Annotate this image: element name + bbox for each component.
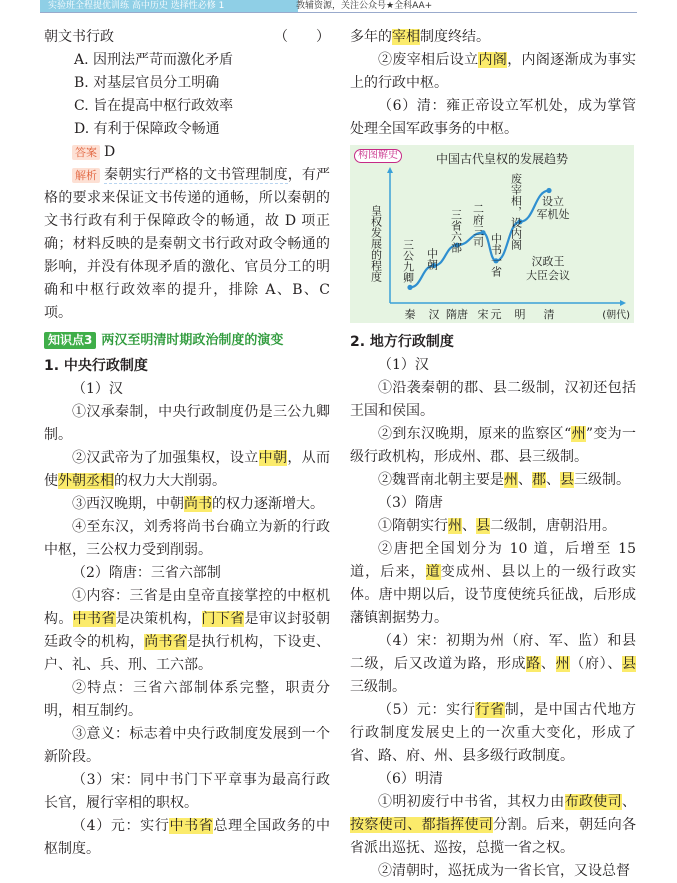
left-column	[44, 26, 330, 861]
local-qing-2: ②清朝时，巡抚成为一省长官，又设总督	[378, 863, 630, 879]
suitang-point-1: ①内容：三省是由皇帝直接掌控的中枢机构。中书省是决策机构，门下省是审议封驳朝廷政令的机构，尚书省是执行机构，下设吏、户、礼、兵、刑、工六部。	[44, 588, 331, 673]
ming-point-2: ②废宰相后设立内阁，内阁逐渐成为事实上的行政中枢。	[350, 52, 637, 91]
analysis-tag: 解析	[72, 168, 100, 183]
x-axis-arrow	[620, 300, 626, 306]
option-b: B. 对基层官员分工明确	[74, 75, 220, 91]
local-sub-suitang: （3）隋唐	[378, 495, 443, 511]
annotation-6b: 大臣会议	[526, 269, 570, 282]
han-point-3: ③西汉晚期，中朝尚书的权力逐渐增大。	[72, 496, 324, 512]
annotation-7a: 设立	[542, 195, 564, 208]
knowledge-point-heading	[44, 329, 330, 352]
x-tick-label: 明	[514, 308, 526, 321]
han-point-2: ②汉武帝为了加强集权，设立中朝，从而使外朝丞相的权力大大削弱。	[44, 450, 331, 489]
suitang-point-3: ③意义：标志着中央行政制度发展到一个新阶段。	[44, 726, 330, 765]
annotation-2: 三省六部	[449, 209, 463, 253]
question-stem: 朝文书行政	[44, 29, 114, 45]
han-point-4: ④至东汉，刘秀将尚书台确立为新的行政中枢，三公权力受到削弱。	[44, 519, 330, 558]
answer-value: D	[104, 144, 116, 160]
annotation-1: 中朝	[425, 248, 439, 270]
local-suitang-2: ②唐把全国划分为 10 道，后增至 15 道，后来，道变成州、县以上的一级行政实体。唐中期以后，设节度使统兵征战，后形成藩镇割据势力。	[350, 541, 637, 626]
section-heading-local: 2. 地方行政制度	[350, 334, 454, 350]
section-heading-central: 1. 中央行政制度	[44, 358, 148, 374]
sub-song: （3）宋：同中书门下平章事为最高行政长官，履行宰相的职权。	[44, 772, 330, 811]
question-stem-line	[44, 26, 330, 49]
local-han-1: ①沿袭秦朝的郡、县二级制，汉初还包括王国和侯国。	[350, 380, 636, 419]
local-sub-han: （1）汉	[378, 357, 429, 373]
local-han-2: ②到东汉晚期，原来的监察区“州”变为一级行政机构，形成州、郡、县三级制。	[350, 426, 636, 465]
x-tick-label: 元	[490, 308, 502, 321]
x-tick-label: 宋	[477, 308, 489, 321]
analysis-paragraph	[44, 164, 330, 325]
local-suitang-1: ①隋朝实行州、县二级制，唐朝沿用。	[378, 518, 616, 534]
local-ming-1: ①明初废行中书省，其权力由布政使司、按察使司、都指挥使司分割。后来，朝廷向各省派出巡抚、巡按，总揽一省之权。	[350, 794, 637, 856]
sub-qing: （6）清：雍正帝设立军机处，成为掌管处理全国军政事务的中枢。	[350, 98, 636, 137]
knowledge-point-tag: 知识点3	[44, 332, 96, 349]
option-d: D. 有利于保障政令畅通	[74, 121, 220, 137]
sub-han: （1）汉	[72, 381, 123, 397]
ming-continued: 多年的宰相制度终结。	[350, 29, 490, 45]
annotation-0: 三公九卿	[401, 239, 415, 283]
annotation-7b: 军机处	[536, 208, 570, 221]
header-source-text: 教辅资源，关注公众号★全科AA+	[296, 1, 433, 11]
x-tick-label: 汉	[428, 308, 440, 321]
chart-tag: 构图解史	[354, 149, 402, 163]
power-trend-chart	[350, 145, 634, 323]
answer-line	[44, 141, 330, 164]
analysis-underlined: 秦朝实行严格的文书管理制度	[104, 167, 288, 183]
chart-title: 中国古代皇权的发展趋势	[436, 152, 569, 166]
data-point-0	[407, 285, 412, 290]
local-sub-mingqing: （6）明清	[378, 771, 443, 787]
chart-svg	[350, 145, 634, 323]
y-axis-label: 皇权发展的程度	[369, 205, 383, 282]
x-tick-label: 清	[543, 308, 555, 321]
option-a: A. 因刑法严苛而激化矛盾	[74, 52, 234, 68]
answer-paren: （ ）	[274, 29, 330, 45]
annotation-6a: 汉政王	[531, 255, 565, 268]
x-tick-label: 隋唐	[446, 308, 468, 321]
han-point-1: ①汉承秦制，中央行政制度仍是三公九卿制。	[44, 404, 330, 443]
local-weijin: ②魏晋南北朝主要是州、郡、县三级制。	[378, 472, 630, 488]
x-tick-label: 秦	[404, 308, 416, 321]
header-divider	[40, 12, 637, 13]
y-axis-arrow	[387, 167, 393, 173]
annotation-4: 中书一省	[489, 233, 503, 277]
analysis-text: ，有严格的要求来保证文书传递的通畅，所以秦朝的文书行政有利于保障政令的畅通，故 D 项正确；材料反映的是秦朝文书行政对政令畅通的影响，并没有体现矛盾的激化、官员分工的明确和中枢行政效率的提升，排除 A、B、C 项。	[44, 167, 330, 321]
knowledge-point-title: 两汉至明清时期政治制度的演变	[101, 333, 284, 348]
local-song: （4）宋：初期为州（府、军、监）和县二级，后又改道为路，形成路、州（府）、县三级制。	[350, 633, 637, 695]
suitang-point-2: ②特点：三省六部制体系完整，职责分明，相互制约。	[44, 680, 330, 719]
data-point-6	[546, 188, 551, 193]
header-band: 实验班全程提优训练 高中历史 选择性必修 1	[40, 0, 298, 12]
local-yuan: （5）元：实行行省制，是中国古代地方行政制度发展史上的一次重大变化，形成了省、路、府、州、县多级行政制度。	[350, 702, 636, 764]
annotation-5: 废宰相，设内阁	[509, 173, 523, 250]
annotation-3: 二府三司	[471, 203, 485, 247]
sub-suitang: （2）隋唐：三省六部制	[72, 565, 221, 581]
answer-tag: 答案	[72, 145, 100, 160]
right-column	[350, 26, 636, 883]
option-c: C. 旨在提高中枢行政效率	[74, 98, 234, 114]
x-axis-label: (朝代)	[602, 310, 630, 321]
sub-yuan: （4）元：实行中书省总理全国政务的中枢制度。	[44, 818, 330, 857]
